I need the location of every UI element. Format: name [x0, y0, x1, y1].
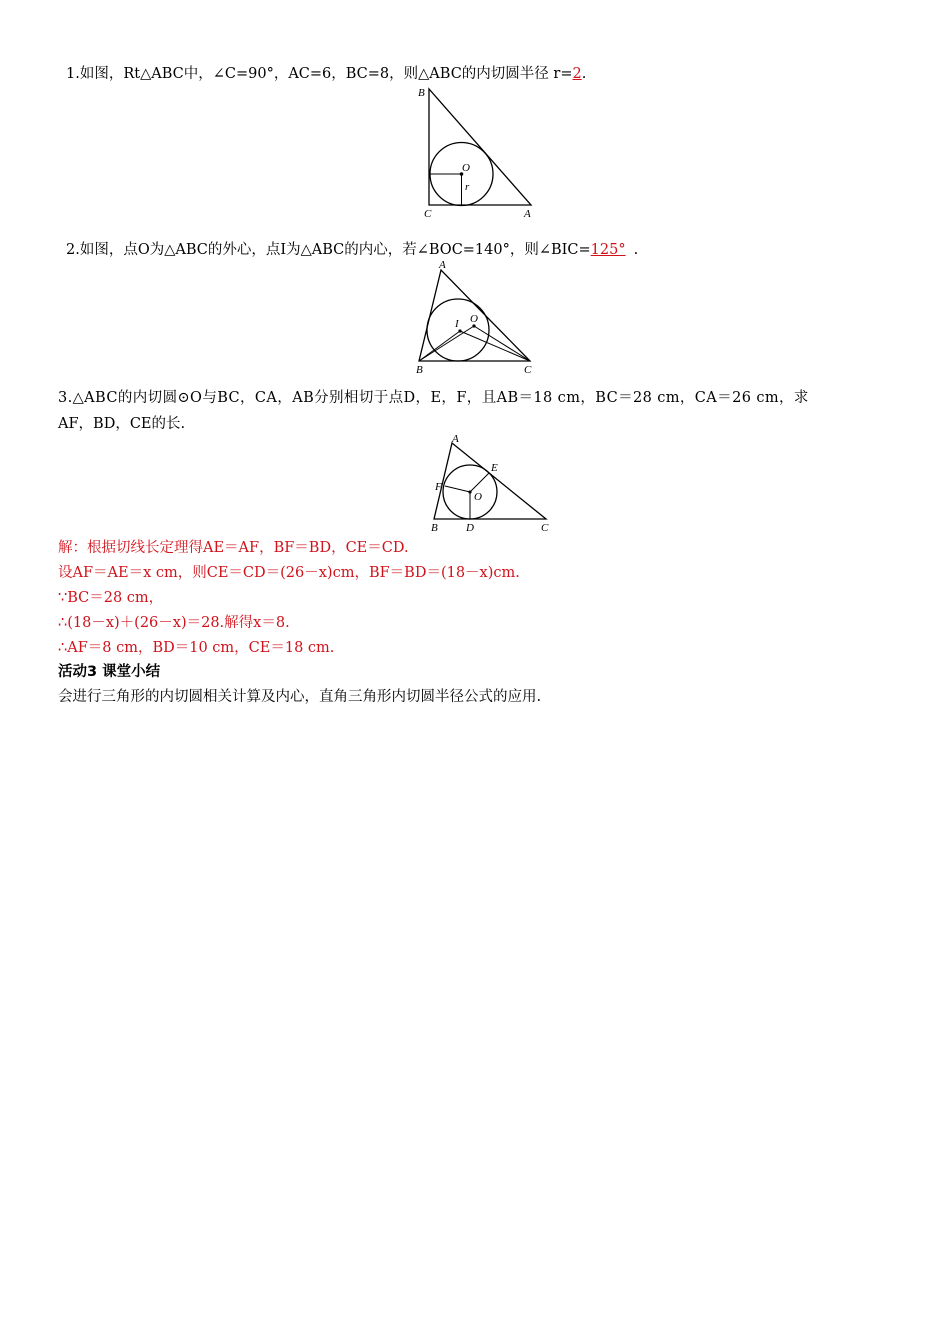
solution-line-2: 设AF＝AE＝x cm，则CE＝CD＝(26－x)cm，BF＝BD＝(18－x)cm. — [58, 565, 520, 581]
fig2-label-i: I — [455, 318, 459, 330]
fig2-label-b: B — [416, 364, 423, 376]
question-1-tail: . — [581, 66, 587, 82]
fig3-label-a: A — [452, 433, 459, 445]
question-1-text: 1.如图，Rt△ABC中，∠C=90°，AC=6，BC=8，则△ABC的内切圆半径 r= — [66, 66, 573, 82]
solution-line-1: 解：根据切线长定理得AE＝AF，BF＝BD，CE＝CD. — [58, 540, 409, 556]
question-1-answer: 2 — [572, 66, 582, 82]
question-2-text: 2.如图，点O为△ABC的外心，点I为△ABC的内心，若∠BOC=140°，则∠BIC= — [66, 242, 591, 258]
fig1-label-o: O — [462, 162, 470, 174]
fig2-label-a: A — [439, 259, 446, 271]
fig2-label-o: O — [470, 313, 478, 325]
solution-line-4: ∴(18－x)＋(26－x)＝28.解得x＝8. — [58, 615, 290, 631]
summary-heading: 活动3 课堂小结 — [58, 664, 161, 680]
fig3-center-dot — [468, 490, 471, 493]
question-3-line-1: 3.△ABC的内切圆⊙O与BC，CA，AB分别相切于点D，E，F，且AB＝18 cm，BC＝28 cm，CA＝26 cm，求 — [58, 390, 809, 406]
question-2-answer: 125° — [590, 242, 626, 258]
fig3-triangle — [434, 443, 546, 519]
fig3-label-f: F — [435, 481, 442, 493]
fig3-radius-of — [445, 486, 470, 492]
fig1-label-b: B — [418, 87, 425, 99]
fig1-label-c: C — [424, 208, 432, 220]
fig3-label-d: D — [466, 522, 474, 534]
question-3-line-2: AF，BD，CE的长. — [58, 416, 186, 432]
fig3-radius-oe — [470, 473, 489, 492]
fig1-label-r: r — [465, 181, 470, 193]
question-2-tail: . — [633, 242, 639, 258]
fig2-label-c: C — [524, 364, 532, 376]
fig3-label-o: O — [474, 491, 482, 503]
fig1-label-a: A — [524, 208, 531, 220]
fig3-label-e: E — [491, 462, 498, 474]
solution-line-5: ∴AF＝8 cm，BD＝10 cm，CE＝18 cm. — [58, 640, 335, 656]
summary-text: 会进行三角形的内切圆相关计算及内心，直角三角形内切圆半径公式的应用. — [58, 689, 542, 705]
fig3-label-c: C — [541, 522, 549, 534]
solution-line-3: ∵BC＝28 cm， — [58, 590, 164, 606]
fig3-label-b: B — [431, 522, 438, 534]
